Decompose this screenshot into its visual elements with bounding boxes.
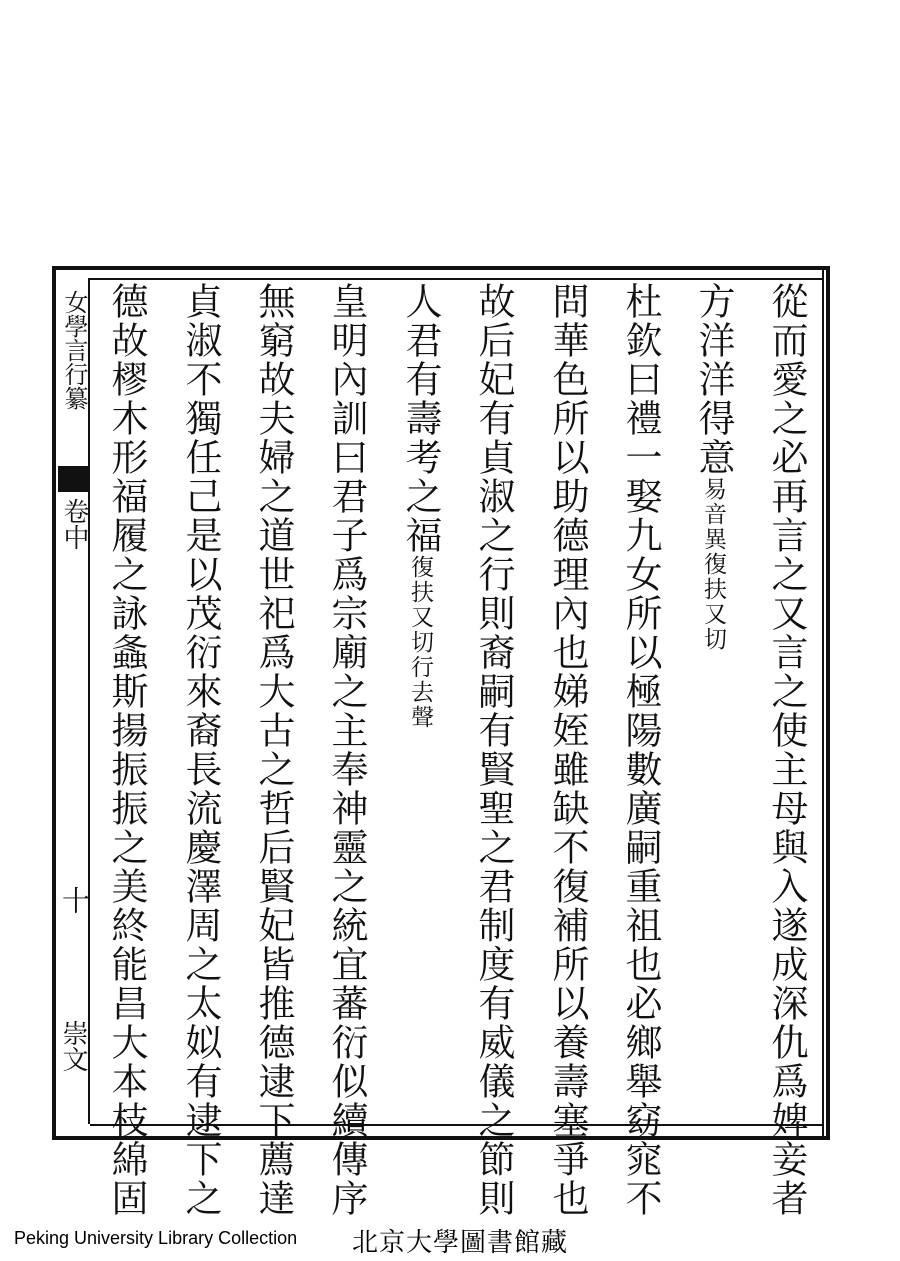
book-title: 女學言行纂 <box>60 290 88 410</box>
text-column-5 <box>463 282 523 1218</box>
collection-caption-english: Peking University Library Collection <box>14 1228 298 1248</box>
collection-caption-chinese: 北京大學圖書館藏 <box>352 1228 569 1258</box>
column-text: 從而愛之必再言之又言之使主母與入遂成深仇爲婢妾者 <box>765 282 808 1218</box>
text-column-9 <box>170 282 230 1218</box>
column-text: 故后妃有貞淑之行則裔嗣有賢聖之君制度有威儀之節則 <box>472 282 515 1218</box>
text-column-10 <box>96 282 156 1218</box>
text-column-1 <box>756 282 816 1218</box>
column-text: 貞淑不獨任己是以茂衍來裔長流慶澤周之太姒有逮下之 <box>179 282 222 1218</box>
fishtail-mark <box>58 466 90 492</box>
text-column-7 <box>316 282 376 1218</box>
column-text: 皇明內訓曰君子爲宗廟之主奉神靈之統宜蕃衍似續傳序 <box>325 282 368 1218</box>
column-text: 無窮故夫婦之道世祀爲大古之哲后賢妃皆推德逮下薦達 <box>252 282 295 1218</box>
volume-label: 卷中 <box>59 498 89 550</box>
interlinear-note: 復扶又切行去聲 <box>407 555 433 730</box>
frame-inner-top-rule <box>90 278 822 280</box>
text-column-3 <box>610 282 670 1218</box>
folio-number: 十 <box>58 886 91 914</box>
column-text: 杜欽曰禮一娶九女所以極陽數廣嗣重祖也必鄉舉窈窕不 <box>619 282 662 1218</box>
text-column-6 <box>390 282 450 1122</box>
column-text: 德故樛木形福履之詠螽斯揚振振之美終能昌大本枝綿固 <box>105 282 148 1218</box>
publisher-mark: 崇文 <box>58 1020 88 1072</box>
text-column-4 <box>537 282 597 1218</box>
column-text: 問華色所以助德理內也娣姪雖缺不復補所以養壽塞爭也 <box>546 282 589 1218</box>
column-text: 方洋洋得意 <box>692 282 735 477</box>
page-frame-right-border <box>822 266 830 1140</box>
text-column-2 <box>683 282 743 1122</box>
text-column-8 <box>243 282 303 1218</box>
column-text: 人君有壽考之福 <box>399 282 442 555</box>
interlinear-note: 易音異復扶又切 <box>700 477 726 652</box>
